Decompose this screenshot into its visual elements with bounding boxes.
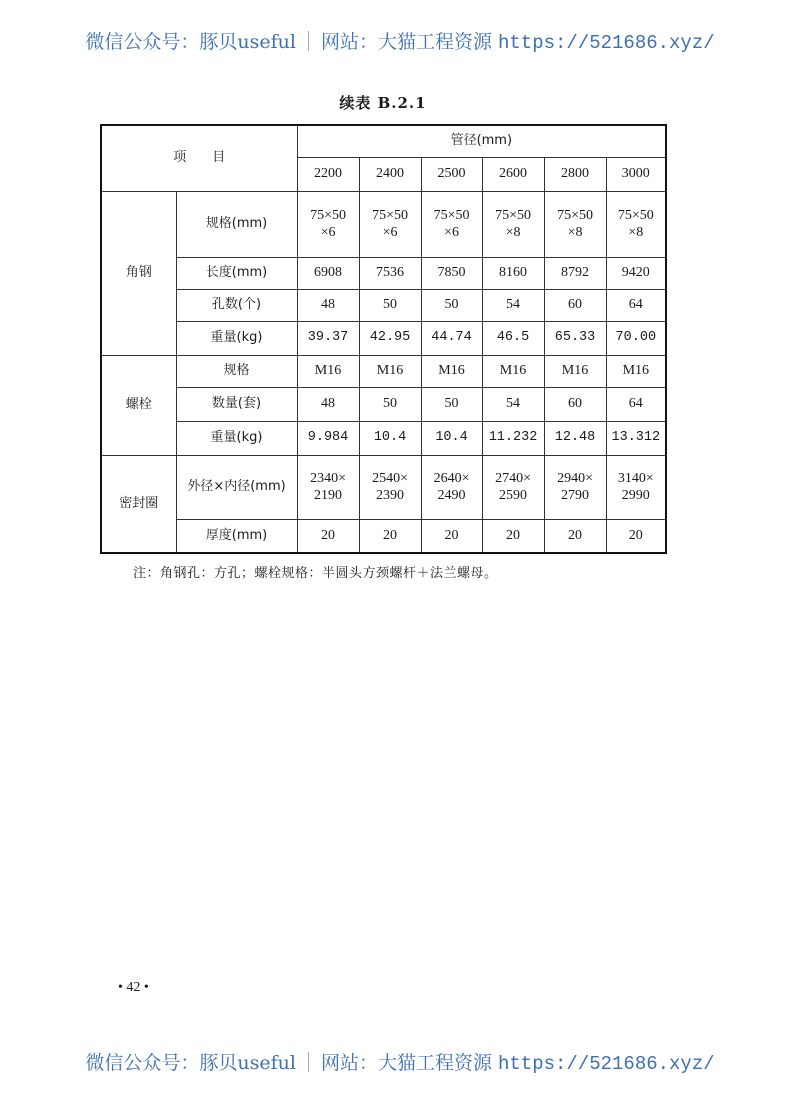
cell: 20 xyxy=(359,519,421,553)
diameter-header: 2600 xyxy=(482,157,544,191)
cell: 50 xyxy=(359,289,421,321)
cell: 13.312 xyxy=(606,421,666,455)
cell: 50 xyxy=(359,387,421,421)
row-label: 规格(mm) xyxy=(176,191,297,257)
cell: 20 xyxy=(544,519,606,553)
page-number: • 42 • xyxy=(118,980,149,995)
cell: M16 xyxy=(482,355,544,387)
cell: 2640× 2490 xyxy=(421,455,482,519)
cell: 48 xyxy=(297,289,359,321)
watermark-site-label: 网站：大猫工程资源 xyxy=(320,31,492,53)
diameter-header: 2800 xyxy=(544,157,606,191)
cell: 6908 xyxy=(297,257,359,289)
diameter-header: 3000 xyxy=(606,157,666,191)
spec-table xyxy=(100,124,667,554)
table-row xyxy=(101,257,666,289)
cell: 54 xyxy=(482,289,544,321)
cell: 10.4 xyxy=(421,421,482,455)
table-row xyxy=(101,387,666,421)
diameter-header: 2500 xyxy=(421,157,482,191)
cell: 8160 xyxy=(482,257,544,289)
row-label: 长度(mm) xyxy=(176,257,297,289)
row-label: 重量(kg) xyxy=(176,321,297,355)
cell: 60 xyxy=(544,387,606,421)
cell: M16 xyxy=(297,355,359,387)
cell: M16 xyxy=(544,355,606,387)
cell: 3140× 2990 xyxy=(606,455,666,519)
cell: 42.95 xyxy=(359,321,421,355)
cell: 11.232 xyxy=(482,421,544,455)
watermark-top xyxy=(0,27,800,54)
watermark-url: https://521686.xyz/ xyxy=(498,32,715,54)
cell: 48 xyxy=(297,387,359,421)
row-label: 数量(套) xyxy=(176,387,297,421)
cell: M16 xyxy=(606,355,666,387)
cell: 20 xyxy=(482,519,544,553)
table-row xyxy=(101,191,666,257)
cell: 2340× 2190 xyxy=(297,455,359,519)
cell: 65.33 xyxy=(544,321,606,355)
cell: 2540× 2390 xyxy=(359,455,421,519)
table-row xyxy=(101,355,666,387)
cell: 20 xyxy=(421,519,482,553)
diameter-header: 2200 xyxy=(297,157,359,191)
cell: 2740× 2590 xyxy=(482,455,544,519)
group-seal-ring: 密封圈 xyxy=(101,455,176,553)
cell: 46.5 xyxy=(482,321,544,355)
cell: 75×50 ×6 xyxy=(421,191,482,257)
cell: 20 xyxy=(297,519,359,553)
row-label: 厚度(mm) xyxy=(176,519,297,553)
row-label: 重量(kg) xyxy=(176,421,297,455)
watermark-divider xyxy=(308,1052,309,1072)
cell: 60 xyxy=(544,289,606,321)
cell: 54 xyxy=(482,387,544,421)
diameter-group-header: 管径(mm) xyxy=(297,125,666,157)
item-header: 项 目 xyxy=(101,125,297,191)
cell: 75×50 ×8 xyxy=(544,191,606,257)
watermark-site-label: 网站：大猫工程资源 xyxy=(320,1052,492,1074)
cell: 20 xyxy=(606,519,666,553)
cell: 64 xyxy=(606,387,666,421)
header-row-1 xyxy=(101,125,666,157)
table-row xyxy=(101,455,666,519)
cell: 70.00 xyxy=(606,321,666,355)
row-label: 规格 xyxy=(176,355,297,387)
cell: 7536 xyxy=(359,257,421,289)
cell: 12.48 xyxy=(544,421,606,455)
cell: 39.37 xyxy=(297,321,359,355)
cell: 44.74 xyxy=(421,321,482,355)
cell: M16 xyxy=(421,355,482,387)
row-label: 外径×内径(mm) xyxy=(176,455,297,519)
row-label: 孔数(个) xyxy=(176,289,297,321)
group-angle-steel: 角钢 xyxy=(101,191,176,355)
watermark-divider xyxy=(308,31,309,51)
table-row xyxy=(101,421,666,455)
cell: 64 xyxy=(606,289,666,321)
table-note: 注：角钢孔：方孔；螺栓规格：半圆头方颈螺杆＋法兰螺母。 xyxy=(133,566,498,581)
watermark-url: https://521686.xyz/ xyxy=(498,1053,715,1075)
table-row xyxy=(101,289,666,321)
cell: 75×50 ×6 xyxy=(359,191,421,257)
cell: 8792 xyxy=(544,257,606,289)
group-bolt: 螺栓 xyxy=(101,355,176,455)
watermark-bottom xyxy=(0,1048,800,1075)
cell: M16 xyxy=(359,355,421,387)
cell: 50 xyxy=(421,289,482,321)
table-row xyxy=(101,519,666,553)
cell: 7850 xyxy=(421,257,482,289)
cell: 10.4 xyxy=(359,421,421,455)
table-caption: 续表 B.2.1 xyxy=(339,94,427,112)
cell: 75×50 ×8 xyxy=(606,191,666,257)
cell: 9420 xyxy=(606,257,666,289)
cell: 75×50 ×8 xyxy=(482,191,544,257)
watermark-account: 微信公众号：豚贝useful xyxy=(85,31,296,53)
table-row xyxy=(101,321,666,355)
diameter-header: 2400 xyxy=(359,157,421,191)
cell: 75×50 ×6 xyxy=(297,191,359,257)
cell: 2940× 2790 xyxy=(544,455,606,519)
watermark-account: 微信公众号：豚贝useful xyxy=(85,1052,296,1074)
cell: 50 xyxy=(421,387,482,421)
cell: 9.984 xyxy=(297,421,359,455)
